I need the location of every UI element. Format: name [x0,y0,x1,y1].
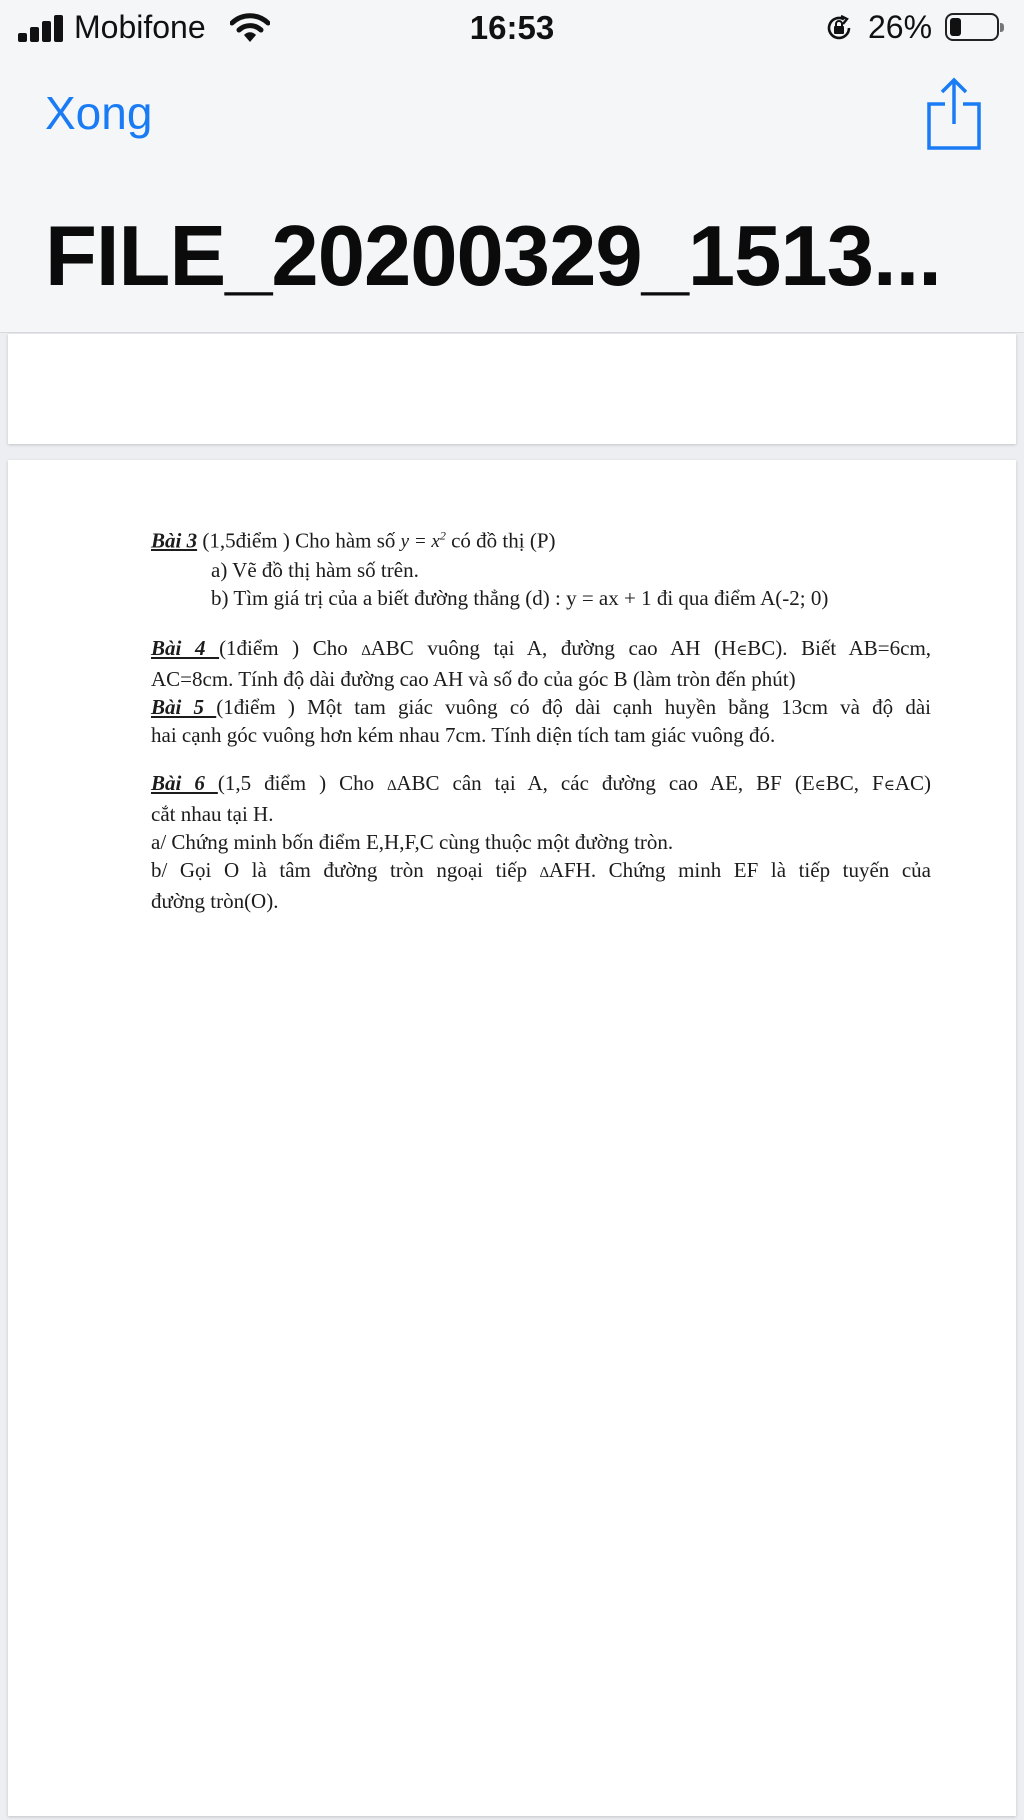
page-content [151,522,931,915]
bai3-heading: Bài 3 (1,5điểm ) Cho hàm số $y = x^2$ có đồ thị (P) [151,528,556,553]
formula: $y = x^2$ [400,529,446,553]
done-button[interactable]: Xong [45,87,153,139]
bai4-line1: Bài 4 (1điểm ) Cho ∆ABC vuông tại A, đường cao AH (H∈BC). Biết AB=6cm, [151,636,932,661]
bai3-a: a) Vẽ đồ thị hàm số trên. [211,558,419,583]
bai4-label: Bài 4 [151,636,220,661]
bai6-b-line2: đường tròn(O). [151,889,279,914]
bai4-line2: AC=8cm. Tính độ dài đường cao AH và số đo của góc B (làm tròn đến phút) [151,667,796,692]
bai6-a: a/ Chứng minh bốn điểm E,H,F,C cùng thuộc một đường tròn. [151,830,674,855]
status-time: 16:53 [469,9,555,46]
bai6-line2: cắt nhau tại H. [151,802,274,827]
bai5-line1: Bài 5 (1điểm ) Một tam giác vuông có độ dài cạnh huyền bằng 13cm và độ dài [151,695,931,720]
status-bar [0,0,1024,58]
share-icon[interactable] [924,76,984,152]
previous-page [8,334,1016,444]
bai3-b: b) Tìm giá trị của a biết đường thẳng (d) : y = ax + 1 đi qua điểm A(-2; 0) [211,586,829,611]
bai5-label: Bài 5 [151,695,217,720]
battery-level [950,18,961,36]
bai5-line2: hai cạnh góc vuông hơn kém nhau 7cm. Tính diện tích tam giác vuông đó. [151,723,776,748]
bai6-b-line1: b/ Gọi O là tâm đường tròn ngoại tiếp ∆AFH. Chứng minh EF là tiếp tuyến của [151,858,931,883]
document-page[interactable] [8,460,1016,1816]
orientation-lock-icon [824,13,854,43]
navigation-bar [0,58,1024,333]
carrier-name: Mobifone [74,9,206,45]
bai6-line1: Bài 6 (1,5 điểm ) Cho ∆ABC cân tại A, các đường cao AE, BF (E∈BC, F∈AC) [151,771,932,796]
document-title: FILE_20200329_1513... [45,209,941,304]
bai3-label: Bài 3 [151,528,198,553]
battery-percent: 26% [868,9,933,45]
battery-icon [945,13,999,41]
bai6-label: Bài 6 [151,771,218,796]
